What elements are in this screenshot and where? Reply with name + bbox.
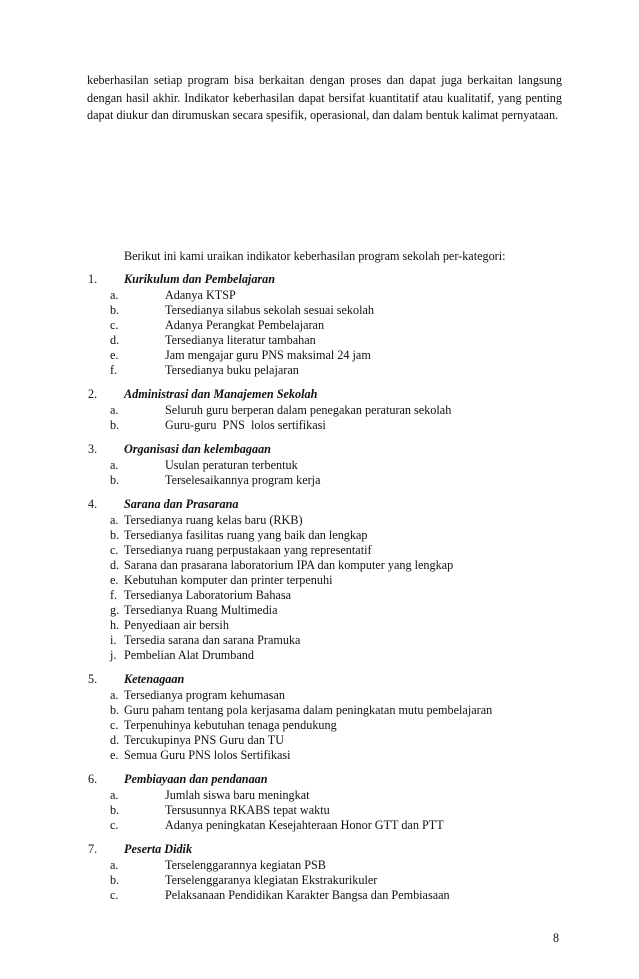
list-item [0, 558, 639, 573]
list-item [0, 573, 639, 588]
item-text: Pembelian Alat Drumband [124, 648, 254, 662]
item-text: Tersedianya literatur tambahan [165, 333, 316, 347]
section-title: Sarana dan Prasarana [124, 497, 239, 511]
item-letter: d. [110, 558, 120, 572]
item-letter: b. [110, 803, 120, 817]
item-letter: e. [110, 348, 119, 362]
item-text: Tersedianya fasilitas ruang yang baik dan lengkap [124, 528, 368, 542]
lead-sentence: Berikut ini kami uraikan indikator keberhasilan program sekolah per-kategori: [124, 249, 506, 263]
list-item [0, 788, 639, 803]
list-item [0, 403, 639, 418]
item-letter: a. [110, 458, 119, 472]
list-item [0, 618, 639, 633]
item-letter: b. [110, 528, 120, 542]
item-letter: b. [110, 303, 120, 317]
section-peserta-didik [0, 842, 639, 903]
item-letter: d. [110, 733, 120, 747]
item-letter: a. [110, 403, 119, 417]
item-letter: c. [110, 718, 119, 732]
item-text: Guru paham tentang pola kerjasama dalam peningkatan mutu pembelajaran [124, 703, 493, 717]
item-letter: f. [110, 363, 118, 377]
item-text: Tercukupinya PNS Guru dan TU [124, 733, 285, 747]
list-item [0, 748, 639, 763]
list-item [0, 803, 639, 818]
item-text: Adanya KTSP [165, 288, 236, 302]
item-text: Guru-guru PNS lolos sertifikasi [165, 418, 326, 432]
item-text: Sarana dan prasarana laboratorium IPA dan komputer yang lengkap [124, 558, 454, 572]
list-item [0, 588, 639, 603]
item-text: Seluruh guru berperan dalam penegakan peraturan sekolah [165, 403, 452, 417]
page-number: 8 [553, 931, 560, 945]
list-item [0, 528, 639, 543]
section-header [0, 497, 639, 513]
section-sarana [0, 497, 639, 663]
section-title: Peserta Didik [124, 842, 193, 856]
list-item [0, 688, 639, 703]
section-ketenagaan [0, 672, 639, 763]
list-item [0, 633, 639, 648]
section-title: Kurikulum dan Pembelajaran [124, 272, 276, 286]
item-text: Adanya Perangkat Pembelajaran [165, 318, 325, 332]
item-text: Terselenggaranya klegiatan Ekstrakurikuler [165, 873, 378, 887]
list-item [0, 603, 639, 618]
item-text: Adanya peningkatan Kesejahteraan Honor GTT dan PTT [165, 818, 444, 832]
indicator-sections [0, 272, 639, 912]
item-letter: b. [110, 873, 120, 887]
item-letter: f. [110, 588, 118, 602]
item-letter: a. [110, 513, 119, 527]
section-organisasi [0, 442, 639, 488]
item-text: Tersedianya Ruang Multimedia [124, 603, 278, 617]
section-number: 1. [88, 272, 98, 286]
list-item [0, 333, 639, 348]
item-text: Semua Guru PNS lolos Sertifikasi [124, 748, 291, 762]
section-header [0, 442, 639, 458]
item-text: Jumlah siswa baru meningkat [165, 788, 310, 802]
section-pembiayaan [0, 772, 639, 833]
item-text: Usulan peraturan terbentuk [165, 458, 298, 472]
item-text: Terselenggarannya kegiatan PSB [165, 858, 326, 872]
section-header [0, 272, 639, 288]
item-text: Tersedianya ruang perpustakaan yang representatif [124, 543, 372, 557]
item-letter: h. [110, 618, 120, 632]
list-item [0, 888, 639, 903]
list-item [0, 858, 639, 873]
list-item [0, 418, 639, 433]
list-item [0, 703, 639, 718]
item-letter: j. [110, 648, 117, 662]
list-item [0, 648, 639, 663]
item-text: Terselesaikannya program kerja [165, 473, 321, 487]
item-text: Tersedianya silabus sekolah sesuai sekolah [165, 303, 374, 317]
section-title: Administrasi dan Manajemen Sekolah [124, 387, 318, 401]
item-letter: b. [110, 703, 120, 717]
item-letter: a. [110, 688, 119, 702]
item-letter: g. [110, 603, 120, 617]
section-title: Ketenagaan [124, 672, 185, 686]
section-number: 4. [88, 497, 98, 511]
list-item [0, 718, 639, 733]
item-text: Kebutuhan komputer dan printer terpenuhi [124, 573, 333, 587]
item-letter: a. [110, 858, 119, 872]
item-letter: i. [110, 633, 117, 647]
section-number: 2. [88, 387, 98, 401]
list-item [0, 818, 639, 833]
section-header [0, 387, 639, 403]
item-text: Tersedianya program kehumasan [124, 688, 285, 702]
item-text: Terpenuhinya kebutuhan tenaga pendukung [124, 718, 337, 732]
item-letter: b. [110, 473, 120, 487]
section-kurikulum [0, 272, 639, 378]
item-letter: e. [110, 748, 119, 762]
item-text: Penyediaan air bersih [124, 618, 229, 632]
item-text: Pelaksanaan Pendidikan Karakter Bangsa dan Pembiasaan [165, 888, 450, 902]
item-letter: c. [110, 543, 119, 557]
item-letter: c. [110, 888, 119, 902]
section-number: 3. [88, 442, 98, 456]
list-item [0, 473, 639, 488]
list-item [0, 873, 639, 888]
section-administrasi [0, 387, 639, 433]
item-letter: c. [110, 318, 119, 332]
list-item [0, 303, 639, 318]
section-header [0, 842, 639, 858]
item-text: Tersedianya buku pelajaran [165, 363, 299, 377]
section-header [0, 772, 639, 788]
intro-paragraph: keberhasilan setiap program bisa berkaitan dengan proses dan dapat juga berkaitan langsung dengan hasil akhir. Indikator keberhasilan dapat bersifat kuantitatif atau kualitatif, yang penting dapat diukur dan dirumuskan secara spesifik, operasional, dan dalam bentuk kalimat pernyataan. [87, 73, 562, 122]
list-item [0, 288, 639, 303]
item-text: Tersusunnya RKABS tepat waktu [165, 803, 330, 817]
list-item [0, 543, 639, 558]
item-text: Tersedia sarana dan sarana Pramuka [124, 633, 301, 647]
list-item [0, 363, 639, 378]
section-header [0, 672, 639, 688]
section-title: Organisasi dan kelembagaan [124, 442, 271, 456]
item-letter: e. [110, 573, 119, 587]
list-item [0, 458, 639, 473]
section-number: 5. [88, 672, 98, 686]
section-title: Pembiayaan dan pendanaan [124, 772, 268, 786]
list-item [0, 513, 639, 528]
item-letter: c. [110, 818, 119, 832]
item-letter: a. [110, 288, 119, 302]
list-item [0, 733, 639, 748]
list-item [0, 318, 639, 333]
item-letter: b. [110, 418, 120, 432]
section-number: 6. [88, 772, 98, 786]
item-text: Tersedianya ruang kelas baru (RKB) [124, 513, 303, 527]
item-text: Jam mengajar guru PNS maksimal 24 jam [165, 348, 371, 362]
item-text: Tersedianya Laboratorium Bahasa [124, 588, 291, 602]
item-letter: a. [110, 788, 119, 802]
list-item [0, 348, 639, 363]
section-number: 7. [88, 842, 98, 856]
item-letter: d. [110, 333, 120, 347]
